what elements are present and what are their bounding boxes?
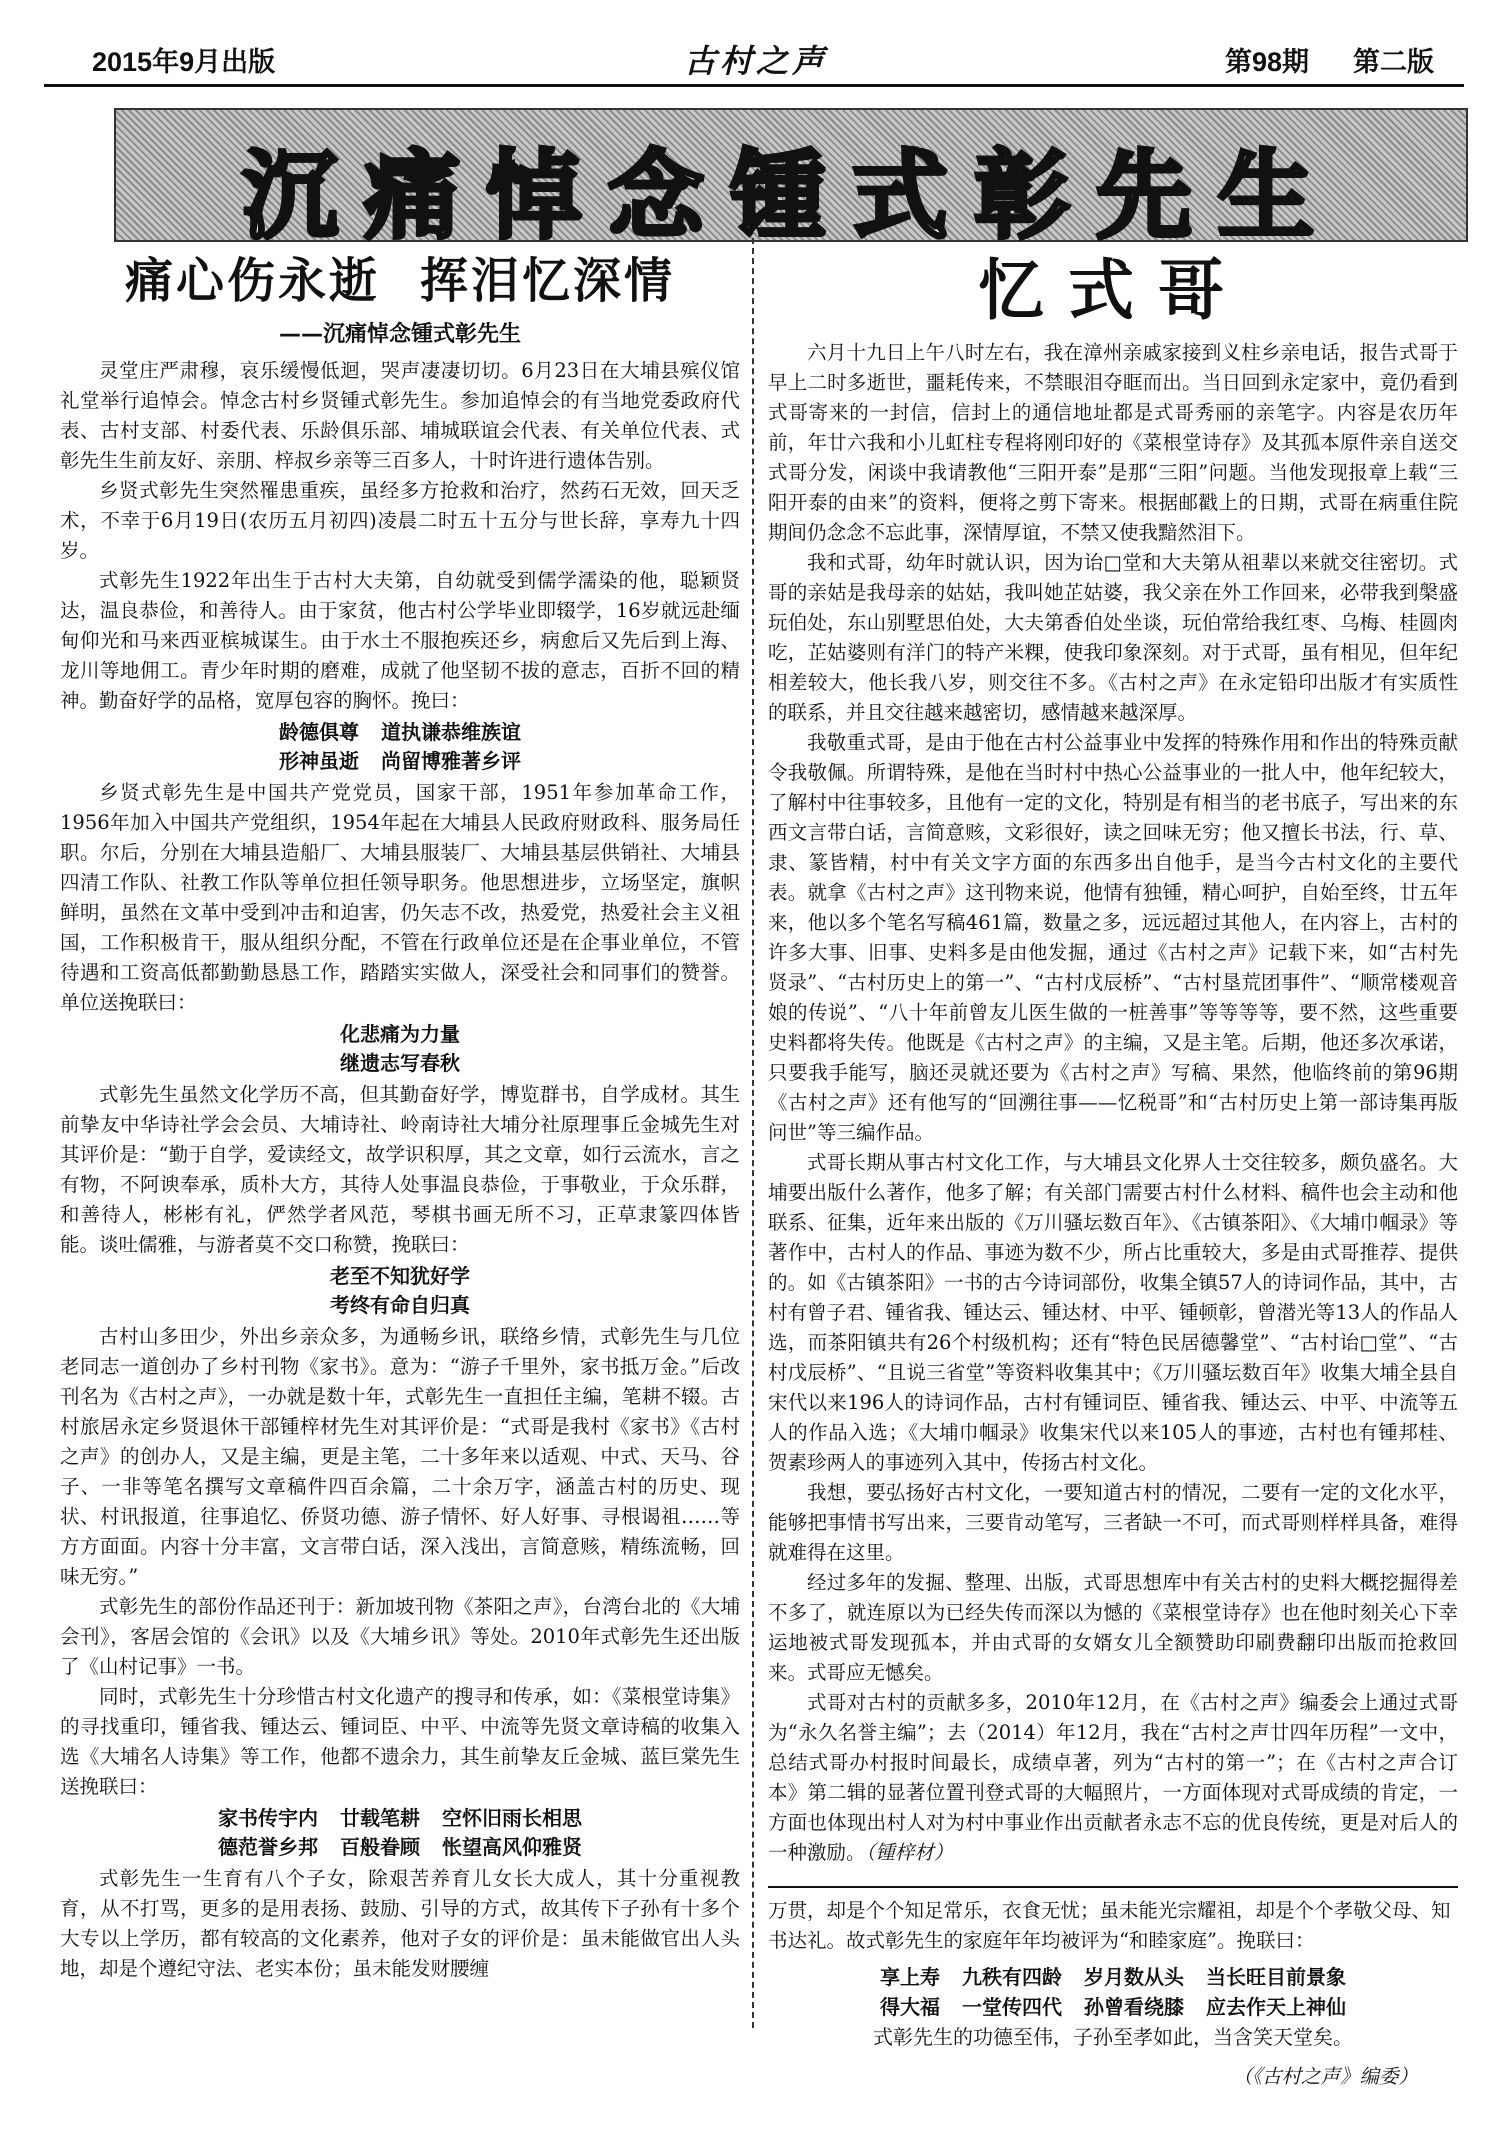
editor-signature: （《古村之声》编委） [1232, 2065, 1418, 2088]
couplet-phrase: 享上寿 [880, 1965, 940, 1989]
paragraph: 乡贤式彰先生突然罹患重疾，虽经多方抢救和治疗，然药石无效，回天乏术，不幸于6月19日(农历五月初四)凌晨二时五十五分与世长辞，享寿九十四岁。 [60, 479, 740, 562]
couplet-phrase: 得大福 [880, 1995, 940, 2019]
right-article-title: 忆式哥 [978, 252, 1248, 329]
couplet-line: 继遗志写春秋 [340, 1051, 460, 1075]
left-title-part-a: 痛心伤永逝 [124, 253, 380, 309]
couplet-phrase: 道执谦恭维族谊 [381, 720, 521, 744]
paragraph: 万贯，却是个个知足常乐，衣食无忧；虽未能光宗耀祖，却是个个孝敬父母、知书达礼。故式彰先生的家庭年年均被评为“和睦家庭”。挽联曰： [768, 1899, 1451, 1952]
couplet-phrase: 尚留博雅著乡评 [381, 749, 521, 773]
left-title-part-b: 挥泪忆深情 [420, 253, 676, 309]
paragraph: 式彰先生1922年出生于古村大夫第，自幼就受到儒学濡染的他，聪颖贤达，温良恭俭，和善待人。由于家贫，他古村公学毕业即辍学，16岁就远赴缅甸仰光和马来西亚槟城谋生。由于水土不服抱疾还乡，病愈后又先后到上海、龙川等地佣工。青少年时期的磨难，成就了他坚韧不拔的意志，百折不回的精神。勤奋好学的品格，宽厚包容的胸怀。挽曰： [60, 569, 740, 712]
elegiac-couplet [60, 1020, 740, 1078]
paragraph: 式彰先生一生育有八个子女，除艰苦养育儿女长大成人，其十分重视教育，从不打骂，更多的是用表扬、鼓励、引导的方式，故其传下子孙有十多个大专以上学历，都有较高的文化素养，他对子女的评价是：虽未能做官出人头地，却是个遵纪守法、老实本份；虽未能发财腰缠 [60, 1867, 740, 1980]
left-article-title [60, 252, 740, 310]
elegiac-couplet [60, 718, 740, 776]
paragraph: 六月十九日上午八时左右，我在漳州亲戚家接到义柱乡亲电话，报告式哥于早上二时多逝世，噩耗传来，不禁眼泪夺眶而出。当日回到永定家中，竟仍看到式哥寄来的一封信，信封上的通信地址都是式哥秀丽的亲笔字。内容是农历年前，年廿六我和小儿虹柱专程将刚印好的《菜根堂诗存》及其孤本原件亲自送交式哥分发，闲谈中我请教他“三阳开泰”是那“三阳”问题。当他发现报章上载“三阳开泰的由来”的资料，便将之剪下寄来。根据邮戳上的日期，式哥在病重住院期间仍念念不忘此事，深情厚谊，不禁又使我黯然泪下。 [768, 341, 1458, 544]
paragraph: 我想，要弘扬好古村文化，一要知道古村的情况，二要有一定的文化水平，能够把事情书写出来，三要肯动笔写，三者缺一不可，而式哥则样样具备，难得就难得在这里。 [768, 1481, 1458, 1564]
column-divider [752, 238, 754, 2028]
issue-info [1225, 40, 1434, 79]
paragraph: 我和式哥，幼年时就认识，因为诒□堂和大夫第从祖辈以来就交往密切。式哥的亲姑是我母亲的姑姑，我叫她芷姑婆，我父亲在外工作回来，必带我到槃盛玩伯处，东山别墅思伯处，大夫第香伯处坐谈，玩伯常给我红枣、乌梅、桂圆肉吃，芷姑婆则有洋门的特产米粿，使我印象深刻。对于式哥，虽有相见，但年纪相差较大，他长我八岁，则交往不多。《古村之声》在永定铅印出版才有实质性的联系，并且交往越来越密切，感情越来越深厚。 [768, 551, 1458, 724]
right-article [768, 252, 1458, 1868]
banner-title: 沉痛悼念锺式彰先生 [242, 140, 1340, 252]
paragraph [768, 1688, 1458, 1868]
couplet-phrase: 德范誉乡邦 [218, 1835, 318, 1859]
couplet-phrase: 龄德俱尊 [279, 720, 359, 744]
paragraph: 乡贤式彰先生是中国共产党党员，国家干部，1951年参加革命工作，1956年加入中国共产党组织，1954年起在大埔县人民政府财政科、服务局任职。尔后，分别在大埔县造船厂、大埔县服装厂、大埔县基层供销社、大埔县四清工作队、社教工作队等单位担任领导职务。他思想进步，立场坚定，旗帜鲜明，虽然在文革中受到冲击和迫害，仍矢志不改，热爱党，热爱社会主义祖国，工作积极肯干，服从组织分配，不管在行政单位还是在企事业单位，不管待遇和工资高低都勤勤恳恳工作，踏踏实实做人，深受社会和同事们的赞誉。单位送挽联曰： [60, 781, 740, 1014]
couplet-phrase: 家书传宇内 [218, 1806, 318, 1830]
paragraph: 式哥长期从事古村文化工作，与大埔县文化界人士交往较多，颇负盛名。大埔要出版什么著作，他多了解；有关部门需要古村什么材料、稿件也会主动和他联系、征集，近年来出版的《万川骚坛数百年》、《古镇茶阳》、《大埔巾帼录》等著作中，古村人的作品、事迹为数不少，所占比重较大，多是由式哥推荐、提供的。如《古镇茶阳》一书的古今诗词部份，收集全镇57人的诗词作品，其中，古村有曾子君、锺省我、锺达云、锺达材、中平、锺顿彰，曾潜光等13人的作品人选，而茶阳镇共有26个村级机构；还有“特色民居德馨堂”、“古村诒□堂”、“古村戊辰桥”、“且说三省堂”等资料收集其中；《万川骚坛数百年》收集大埔全县自宋代以来196人的诗词作品，古村有锺词臣、锺省我、锺达云、中平、中流等五人的作品入选；《大埔巾帼录》收集宋代以来105人的事迹，古村也有锺邦桂、贺素珍两人的事迹列入其中，传扬古村文化。 [768, 1151, 1458, 1474]
elegiac-couplet [768, 1962, 1458, 2022]
paragraph: 我敬重式哥，是由于他在古村公益事业中发挥的特殊作用和作出的特殊贡献令我敬佩。所谓特殊，是他在当时村中热心公益事业的一批人中，他年纪较大，了解村中往事较多，且他有一定的文化，特别是有相当的老书底子，写出来的东西文言带白话，言简意赅，文彩很好，读之回味无穷；他又擅长书法，行、草、隶、篆皆精，村中有关文字方面的东西多出自他手，是当今古村文化的主要代表。就拿《古村之声》这刊物来说，他情有独锺，精心呵护，自始至终，廿五年来，他以多个笔名写稿461篇，数量之多，远远超过其他人，在内容上，古村的许多大事、旧事、史料多是由他发掘，通过《古村之声》记载下来，如“古村先贤录”、“古村历史上的第一”、“古村戊辰桥”、“古村垦荒团事件”、“顺常楼观音娘的传说”、“八十年前曾友儿医生做的一桩善事”等等等等，要不然，这些重要史料都将失传。他既是《古村之声》的主编，又是主笔。后期，他还多次承诺，只要我手能写，脑还灵就还要为《古村之声》写稿、果然，他临终前的第96期《古村之声》还有他写的“回溯往事——忆税哥”和“古村历史上第一部诗集再版问世”等三编作品。 [768, 731, 1458, 1144]
couplet-phrase: 当长旺目前景象 [1206, 1965, 1346, 1989]
couplet-phrase: 廿载笔耕 [340, 1806, 420, 1830]
paragraph: 同时，式彰先生十分珍惜古村文化遗产的搜寻和传承，如：《菜根堂诗集》的寻找重印，锺省我、锺达云、锺词臣、中平、中流等先贤文章诗稿的收集入选《大埔名人诗集》等工作，他都不遗余力，其生前挚友丘金城、蓝巨棠先生送挽联曰： [60, 1685, 740, 1798]
paragraph: 古村山多田少，外出乡亲众多，为通畅乡讯，联络乡情，式彰先生与几位老同志一道创办了乡村刊物《家书》。意为：“游子千里外，家书抵万金。”后改刊名为《古村之声》，一办就是数十年，式彰先生一直担任主编，笔耕不辍。古村旅居永定乡贤退休干部锺梓材先生对其评价是：“式哥是我村《家书》《古村之声》的创办人，又是主编，更是主笔，二十多年来以适观、中式、天马、谷子、一非等笔名撰写文章稿件四百余篇，二十余万字，涵盖古村的历史、现状、村讯报道，往事追忆、侨贤功德、游子情怀、好人好事、寻根谒祖……等方方面面。内容十分丰富，文言带白话，深入浅出，言简意赅，精练流畅，回味无穷。” [60, 1325, 740, 1588]
paragraph: 灵堂庄严肃穆，哀乐缓慢低迴，哭声凄凄切切。6月23日在大埔县殡仪馆礼堂举行追悼会。悼念古村乡贤锺式彰先生。参加追悼会的有当地党委政府代表、古村支部、村委代表、乐龄俱乐部、埔城联谊会代表、有关单位代表、式彰先生生前友好、亲朋、梓叔乡亲等三百多人，十时许进行遗体告别。 [60, 359, 740, 472]
couplet-phrase: 应去作天上神仙 [1206, 1995, 1346, 2019]
closing-line: 式彰先生的功德至伟，子孙至孝如此，当含笑天堂矣。 [873, 2025, 1353, 2049]
couplet-line: 老至不知犹好学 [330, 1264, 470, 1288]
memorial-banner [114, 108, 1468, 252]
couplet-line: 化悲痛为力量 [340, 1022, 460, 1046]
author-signature: （锺梓材） [865, 1841, 954, 1864]
paragraph: 式彰先生虽然文化学历不高，但其勤奋好学，博览群书，自学成材。其生前挚友中华诗社学会会员、大埔诗社、岭南诗社大埔分社原理事丘金城先生对其评价是：“勤于自学，爱读经文，故学识积厚，其之文章，如行云流水，言之有物，不阿谀奉承，质朴大方，其待人处事温良恭俭，于事敬业，于众乐群，和善待人，彬彬有礼，俨然学者风范，琴棋书画无所不习，正草隶篆四体皆能。谈吐儒雅，与游者莫不交口称赞，挽联曰： [60, 1083, 740, 1256]
paragraph: 经过多年的发掘、整理、出版，式哥思想库中有关古村的史料大概挖掘得差不多了，就连原以为已经失传而深以为憾的《菜根堂诗存》也在他时刻关心下幸运地被式哥发现孤本，并由式哥的女婿女儿全额赞助印刷费翻印出版而抢救回来。式哥应无憾矣。 [768, 1571, 1458, 1684]
couplet-phrase: 九秩有四龄 [962, 1965, 1062, 1989]
couplet-phrase: 形神虽逝 [279, 749, 359, 773]
publication-date: 2015年9月出版 [92, 47, 276, 77]
masthead [44, 34, 1464, 87]
issue-number: 第98期 [1224, 47, 1309, 77]
couplet-line: 考终有命自归真 [330, 1293, 470, 1317]
elegiac-couplet [60, 1804, 740, 1862]
elegiac-couplet [60, 1262, 740, 1320]
couplet-phrase: 孙曾看绕膝 [1084, 1995, 1184, 2019]
page-number: 第二版 [1353, 47, 1434, 77]
paragraph-text: 式哥对古村的贡献多多，2010年12月，在《古村之声》编委会上通过式哥为“永久名誉主编”；去（2014）年12月，我在“古村之声廿四年历程”一文中，总结式哥办村报时间最长，成绩卓著，列为“古村的第一”；在《古村之声合订本》第二辑的显著位置刊登式哥的大幅照片，一方面体现对式哥成绩的肯定，一方面也体现出村人对为村中事业作出贡献者永志不忘的优良传统，更是对后人的一种激励。 [768, 1691, 1458, 1864]
couplet-phrase: 空怀旧雨长相思 [442, 1806, 582, 1830]
paper-name: 古村之声 [684, 42, 829, 80]
paragraph: 式彰先生的部份作品还刊于：新加坡刊物《茶阳之声》，台湾台北的《大埔会刊》，客居会馆的《会讯》以及《大埔乡讯》等处。2010年式彰先生还出版了《山村记事》一书。 [60, 1595, 740, 1678]
couplet-phrase: 怅望高风仰雅贤 [442, 1835, 582, 1859]
couplet-phrase: 百般眷顾 [340, 1835, 420, 1859]
couplet-phrase: 一堂传四代 [962, 1995, 1062, 2019]
left-article-subtitle: ——沉痛悼念锺式彰先生 [278, 322, 521, 347]
left-article [60, 252, 740, 1984]
left-article-continuation [768, 1886, 1458, 2092]
couplet-phrase: 岁月数从头 [1084, 1965, 1184, 1989]
